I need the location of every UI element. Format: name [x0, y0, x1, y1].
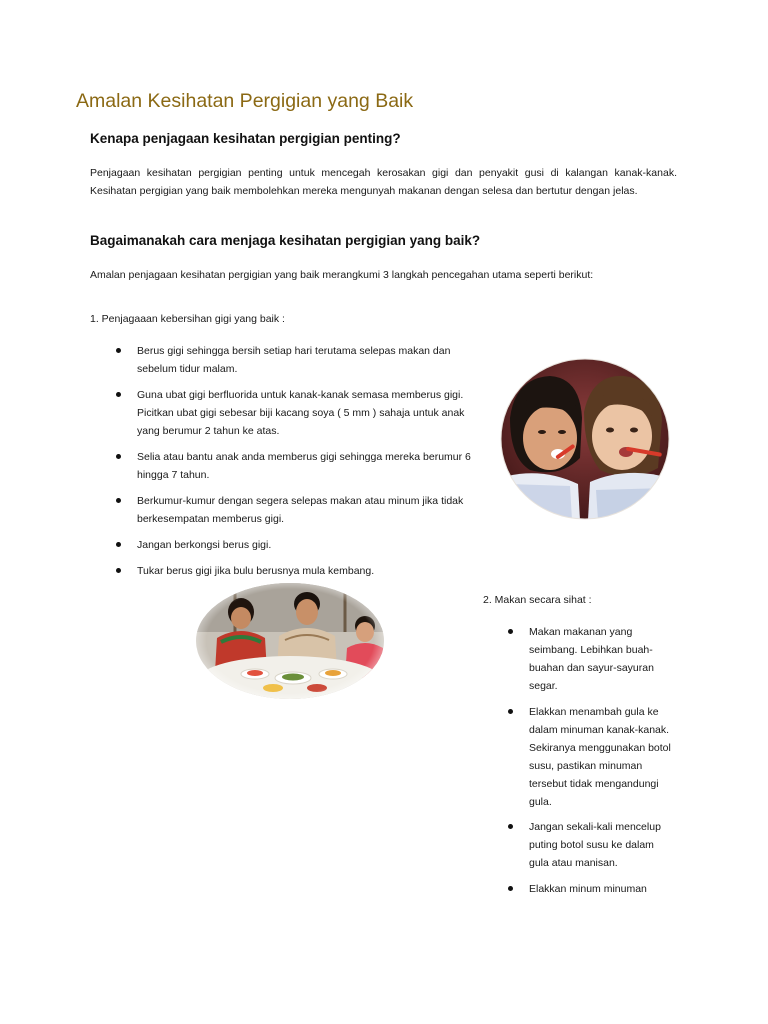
family-meal-photo	[195, 582, 385, 700]
children-brushing-teeth-photo	[500, 358, 670, 520]
step1-label: 1. Penjagaaan kebersihan gigi yang baik :	[90, 313, 285, 325]
list-item: Berus gigi sehingga bersih setiap hari terutama selepas makan dan sebelum tidur malam.	[113, 342, 485, 378]
list-item: Elakkan menambah gula ke dalam minuman kanak-kanak. Sekiranya menggunakan botol susu, pastikan minuman tersebut tidak mengandungi gula.	[505, 703, 675, 811]
list-item: Makan makanan yang seimbang. Lebihkan buah-buahan dan sayur-sayuran segar.	[505, 623, 675, 695]
list-item: Guna ubat gigi berfluorida untuk kanak-kanak semasa memberus gigi. Picitkan ubat gigi sebesar biji kacang soya ( 5 mm ) sahaja untuk anak yang berumur 2 tahun ke atas.	[113, 386, 485, 440]
section-body-why: Penjagaan kesihatan pergigian penting untuk mencegah kerosakan gigi dan penyakit gusi di kalangan kanak-kanak. Kesihatan pergigian yang baik membolehkan mereka mengunyah makanan dengan selesa dan bertutur dengan jelas.	[90, 167, 677, 198]
section-heading-how: Bagaimanakah cara menjaga kesihatan pergigian yang baik?	[90, 233, 481, 248]
list-item: Selia atau bantu anak anda memberus gigi sehingga mereka berumur 6 hingga 7 tahun.	[113, 448, 485, 484]
list-item: Berkumur-kumur dengan segera selepas makan atau minum jika tidak berkesempatan memberus gigi.	[113, 492, 485, 528]
list-item: Jangan sekali-kali mencelup puting botol susu ke dalam gula atau manisan.	[505, 818, 675, 872]
step2-list	[505, 623, 675, 905]
step1-list	[113, 342, 485, 588]
list-item: Jangan berkongsi berus gigi.	[113, 536, 485, 554]
list-item: Tukar berus gigi jika bulu berusnya mula kembang.	[113, 562, 485, 580]
page-title: Amalan Kesihatan Pergigian yang Baik	[76, 90, 414, 112]
section-intro-how: Amalan penjagaan kesihatan pergigian yang baik merangkumi 3 langkah pencegahan utama seperti berikut:	[90, 269, 594, 281]
list-item: Elakkan minum minuman	[505, 880, 675, 898]
step2-label: 2. Makan secara sihat :	[483, 594, 592, 606]
section-heading-why: Kenapa penjagaan kesihatan pergigian penting?	[90, 131, 401, 146]
